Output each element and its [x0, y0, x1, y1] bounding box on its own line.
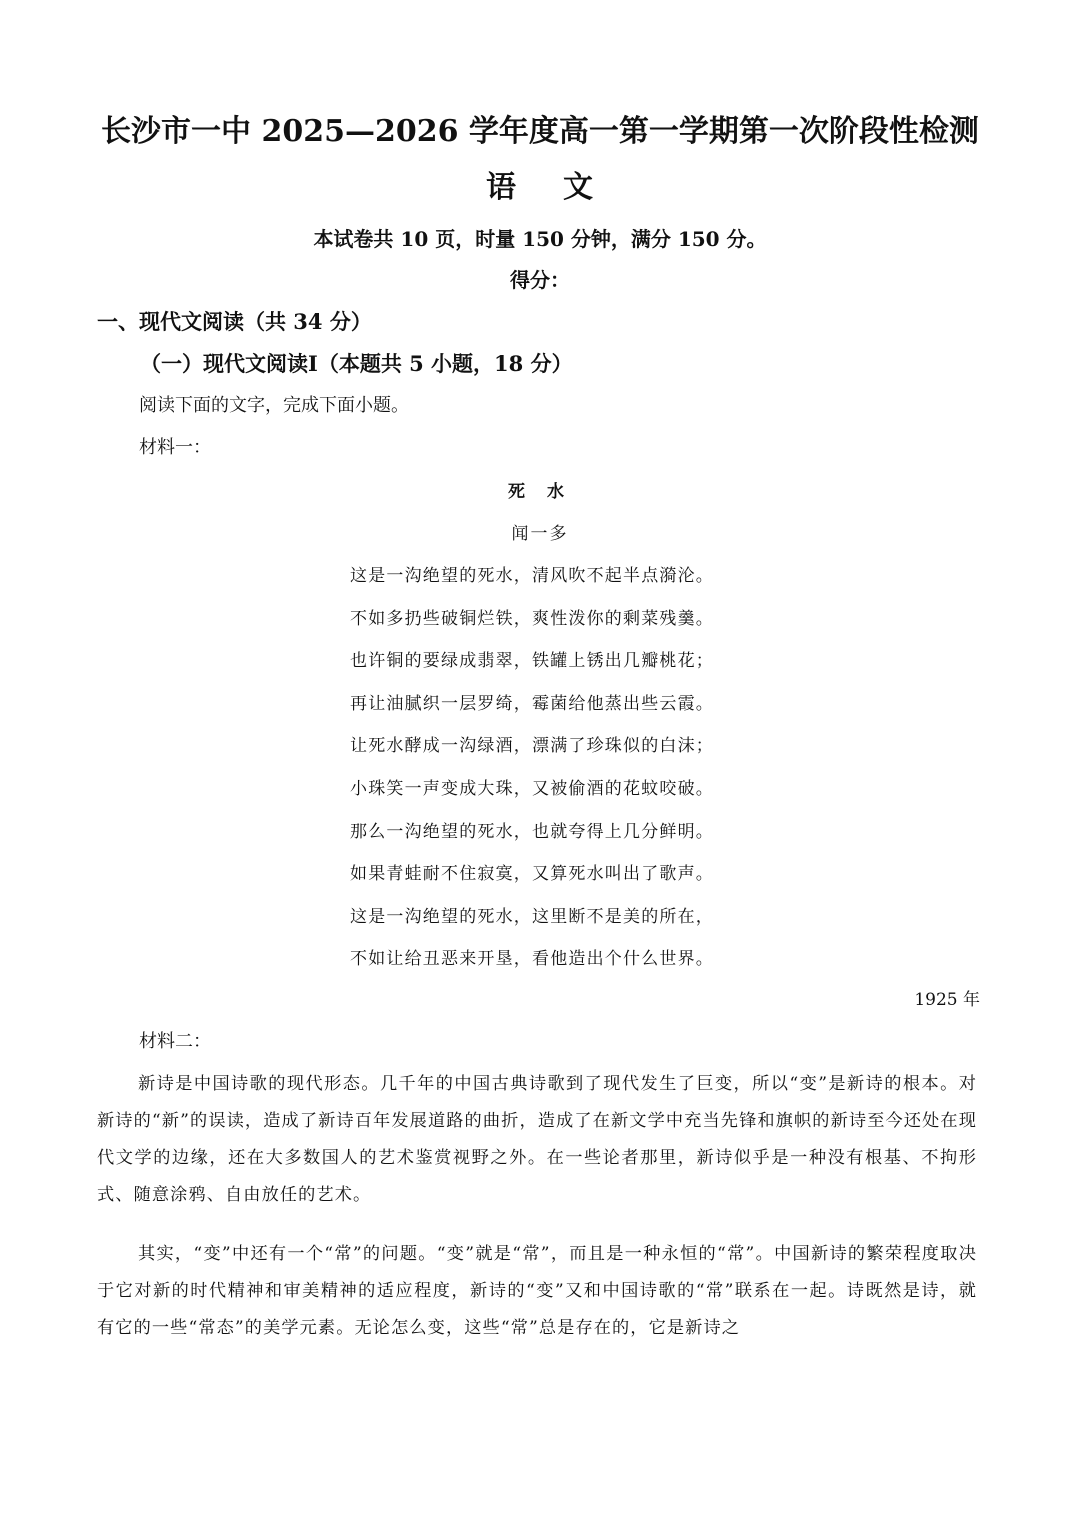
material-2-paragraph-2: 其实，“变”中还有一个“常”的问题。“变”就是“常”，而且是一种永恒的“常”。中国新诗的繁荣程度取决于它对新的时代精神和审美精神的适应程度，新诗的“变”又和中国诗歌的“常”联系在一起。诗既然是诗，就有它的一些“常态”的美学元素。无论怎么变，这些“常”总是存在的，它是新诗之 [97, 1244, 977, 1338]
subsection-heading: （一）现代文阅读Ⅰ（本题共 5 小题，18 分） [140, 351, 573, 376]
poem-line: 小珠笑一声变成大珠，又被偷酒的花蚊咬破。 [350, 778, 714, 799]
poem-date: 1925 年 [914, 990, 980, 1010]
reading-instruction: 阅读下面的文字，完成下面小题。 [139, 395, 409, 416]
subject-title [0, 168, 1080, 208]
material-2-paragraph-1: 新诗是中国诗歌的现代形态。几千年的中国古典诗歌到了现代发生了巨变，所以“变”是新诗的根本。对新诗的“新”的误读，造成了新诗百年发展道路的曲折，造成了在新文学中充当先锋和旗帜的新诗至今还处在现代文学的边缘，还在大多数国人的艺术鉴赏视野之外。在一些论者那里，新诗似乎是一种没有根基、不拘形式、随意涂鸦、自由放任的艺术。 [97, 1074, 977, 1205]
score-label: 得分： [510, 268, 570, 292]
material-1-label: 材料一： [139, 437, 211, 458]
poem-line: 如果青蛙耐不住寂寞，又算死水叫出了歌声。 [350, 864, 714, 885]
poem-line: 也许铜的要绿成翡翠，铁罐上锈出几瓣桃花； [350, 651, 714, 672]
poem-lines [350, 562, 714, 988]
section-heading: 一、现代文阅读（共 34 分） [97, 309, 372, 334]
poem-line: 让死水酵成一沟绿酒，漂满了珍珠似的白沫； [350, 736, 714, 757]
poem-line: 这是一沟绝望的死水，这里断不是美的所在， [350, 906, 714, 927]
exam-title: 长沙市一中 2025—2026 学年度高一第一学期第一次阶段性检测 [101, 114, 979, 149]
poem-line: 那么一沟绝望的死水，也就夸得上几分鲜明。 [350, 821, 714, 842]
poem-line: 不如多扔些破铜烂铁，爽性泼你的剩菜残羹。 [350, 608, 714, 629]
subject-char-2: 文 [563, 170, 594, 205]
poem-title: 死 水 [508, 482, 572, 502]
poem-line: 这是一沟绝望的死水，清风吹不起半点漪沦。 [350, 566, 714, 586]
material-2-label: 材料二： [139, 1031, 211, 1052]
poem-line: 不如让给丑恶来开垦，看他造出个什么世界。 [350, 949, 714, 970]
poem-line: 再让油腻织一层罗绮，霉菌给他蒸出些云霞。 [350, 693, 714, 714]
subject-char-1: 语 [486, 170, 517, 205]
exam-info: 本试卷共 10 页，时量 150 分钟，满分 150 分。 [313, 227, 767, 251]
poem-author: 闻一多 [511, 524, 569, 544]
